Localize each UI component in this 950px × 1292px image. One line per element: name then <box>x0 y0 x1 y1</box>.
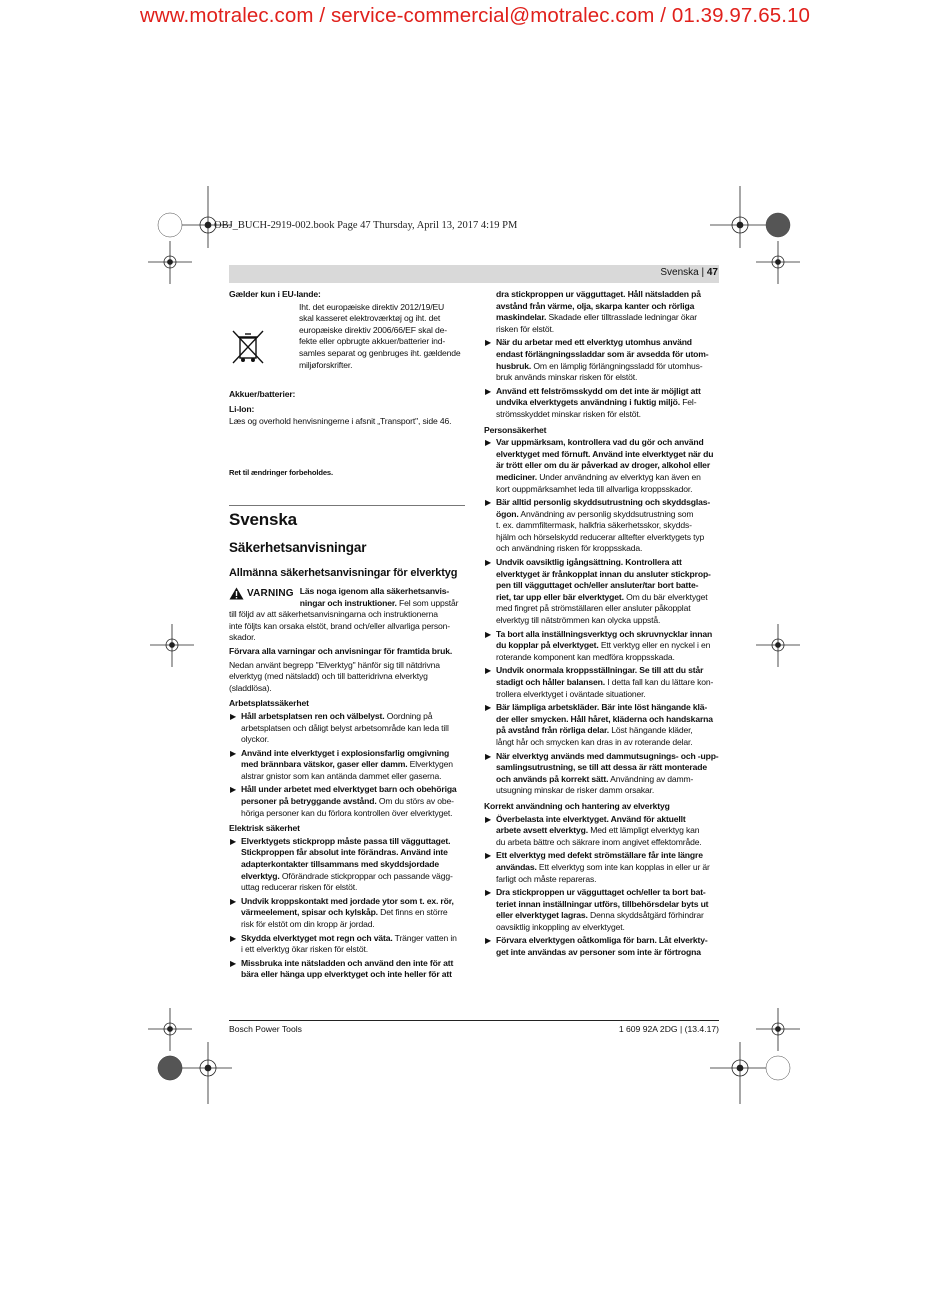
bold-line: der eller smycken. Håll håret, kläderna och handskarna <box>496 713 713 724</box>
bold-line: värmeelement, spisar och kylskåp. <box>241 907 378 918</box>
bold-line: get inte användas av personer som inte är förtrogna <box>496 947 701 958</box>
eu-text <box>299 302 469 372</box>
bold-line: användas. <box>496 861 537 872</box>
electrical-list <box>229 836 465 981</box>
bullet-arrow-icon: ▶ <box>485 338 492 348</box>
bullet-arrow-icon: ▶ <box>485 629 492 639</box>
bullet-item <box>484 935 720 958</box>
bold-line: elverktyg. <box>241 870 280 881</box>
text-line: med fingret på strömställaren eller ansluter påkopplat <box>496 603 691 614</box>
mixed-line <box>496 774 720 786</box>
bold-line: elverktyget med förnuft. Använd inte elverktyget när du <box>496 448 714 459</box>
workplace-list <box>229 711 465 819</box>
mixed-line <box>496 947 720 959</box>
text-line: Användning av personlig skyddsutrustning som <box>518 508 694 519</box>
bullet-item <box>484 497 720 555</box>
bullet-arrow-icon: ▶ <box>485 438 492 448</box>
bold-line: Skydda elverktyget mot regn och väta. <box>241 932 393 943</box>
text-line: kort ouppmärksamhet leda till allvarliga kroppsskador. <box>496 483 693 494</box>
warning-line: inte följts kan orsaka elstöt, brand och/eller allvarliga person- <box>229 620 450 631</box>
header-bar <box>229 265 719 283</box>
text-line: trollera elverktyget i oväntade situationer. <box>496 688 646 699</box>
bold-line: du kopplar på elverktyget. <box>496 640 599 651</box>
divider <box>229 505 465 506</box>
bold-line: Elverktygets stickpropp måste passa till vägguttaget. <box>241 835 451 846</box>
mixed-line <box>496 910 720 922</box>
bullet-arrow-icon: ▶ <box>230 958 237 968</box>
continued-item <box>484 289 720 335</box>
bold-line: endast förlängningssladdar som är avsedda för utom- <box>496 348 709 359</box>
term-line: (sladdlösa). <box>229 682 272 693</box>
footer-brand: Bosch Power Tools <box>229 1024 302 1034</box>
bold-line: avstånd från värme, olja, skarpa kanter och rörliga <box>496 300 695 311</box>
bold-line: eller elverktyget lagras. <box>496 910 588 921</box>
text-line: Oförändrade stickproppar och passande vägg- <box>279 870 453 881</box>
eu-line: europæiske direktiv 2006/66/EF skal de- <box>299 324 447 335</box>
text-line: Ett verktyg eller en nyckel i en <box>598 640 711 651</box>
bullet-arrow-icon: ▶ <box>485 498 492 508</box>
left-column <box>229 289 465 983</box>
text-line: risken för elstöt. <box>496 323 554 334</box>
bullet-arrow-icon: ▶ <box>230 748 237 758</box>
electrical-heading: Elektrisk säkerhet <box>229 823 300 834</box>
bold-line: Överbelasta inte elverktyget. Använd för aktuellt <box>496 813 686 824</box>
bold-line: undvika elverktygets användning i fuktig miljö. <box>496 397 680 408</box>
text-line: långt hår och smycken kan dras in av roterande delar. <box>496 736 693 747</box>
bullet-item <box>229 958 465 981</box>
bold-line: Undvik onormala kroppsställningar. Se till att du står <box>496 665 704 676</box>
text-line: Skadade eller tilltrasslade ledningar ökar <box>546 312 697 323</box>
text-line: Om du störs av obe- <box>376 796 454 807</box>
text-line: oavsiktlig inkoppling av elverktyget. <box>496 921 625 932</box>
bullet-arrow-icon: ▶ <box>485 851 492 861</box>
text-line: strömsskyddet minskar risken för elstöt. <box>496 408 641 419</box>
bold-line: är trött eller om du är påverkad av droger, alkohol eller <box>496 460 711 471</box>
bullet-item <box>229 933 465 956</box>
text-line: uttag reducerar risken för elstöt. <box>241 882 358 893</box>
bold-line: När elverktyg används med dammutsugnings- och -upp- <box>496 750 719 761</box>
text-line: I detta fall kan du lättare kon- <box>604 677 714 687</box>
section-title: Svenska <box>229 509 297 529</box>
bold-line: och används på korrekt sätt. <box>496 773 609 784</box>
mixed-line <box>241 871 465 883</box>
eu-line: skal kasseret elektroværktøj og iht. det <box>299 313 441 324</box>
bold-line: ögon. <box>496 508 519 519</box>
book-info-line: OBJ_BUCH-2919-002.book Page 47 Thursday, April 13, 2017 4:19 PM <box>214 220 518 231</box>
bold-line: på avstånd från rörliga delar. <box>496 725 609 736</box>
page-number: 47 <box>706 267 718 278</box>
text-line: risk för elstöt om din kropp är jordad. <box>241 919 375 929</box>
mixed-line <box>496 472 720 484</box>
warning-text: Fel som uppstår <box>396 597 459 608</box>
contact-banner[interactable]: www.motralec.com / service-commercial@motralec.com / 01.39.97.65.10 <box>139 4 811 27</box>
bullet-item <box>484 337 720 383</box>
liion-title: Li-Ion: <box>229 404 255 415</box>
rights-notice: Ret til ændringer forbeholdes. <box>229 468 333 478</box>
safety-heading: Säkerhetsanvisningar <box>229 539 367 555</box>
bold-line: teriet innan inställningar utförs, tillbehörsdelar byts ut <box>496 898 709 909</box>
header-language: Svenska <box>660 267 699 278</box>
bold-line: personer på betryggande avstånd. <box>241 796 377 807</box>
text-line: roterande komponent kan medföra kroppsskada. <box>496 651 675 662</box>
term-line: Nedan använt begrepp "Elverktyg" hänför sig till nätdrivna <box>229 659 440 670</box>
mixed-line <box>241 711 465 723</box>
warning-label-box <box>229 587 294 600</box>
text-line: Fel- <box>679 397 697 408</box>
text-line: Oordning på <box>384 710 433 721</box>
bold-line: Håll arbetsplatsen ren och välbelyst. <box>241 710 385 721</box>
warning-block <box>229 586 465 644</box>
bullet-item <box>484 629 720 664</box>
bullet-arrow-icon: ▶ <box>230 896 237 906</box>
personal-safety-list <box>484 437 720 797</box>
bullet-item <box>484 751 720 797</box>
bold-line: pen till vägguttaget och/eller ansluter/tar bort batte- <box>496 580 699 591</box>
bold-line: Ett elverktyg med defekt strömställare får inte längre <box>496 850 703 861</box>
bold-line: Undvik kroppskontakt med jordade ytor som t. ex. rör, <box>241 895 454 906</box>
bullet-item <box>484 702 720 748</box>
bullet-item <box>229 836 465 894</box>
footer-rule <box>229 1020 719 1021</box>
bullet-item <box>484 437 720 495</box>
bold-line: När du arbetar med ett elverktyg utomhus använd <box>496 337 692 348</box>
text-line: bruk används minskar risken för elstöt. <box>496 372 638 383</box>
bold-line: arbete avsett elverktyg. <box>496 825 588 836</box>
bold-line: Ta bort alla inställningsverktyg och skruvnycklar innan <box>496 628 713 639</box>
text-line: alstrar gnistor som kan antända dammet eller gaserna. <box>241 770 442 781</box>
mixed-line <box>241 796 465 808</box>
text-line: Det finns en större <box>377 907 448 918</box>
page-header <box>660 267 718 278</box>
bold-line: Använd ett felströmsskydd om det inte är möjligt att <box>496 385 701 396</box>
bold-line: Förvara elverktygen oåtkomliga för barn. Låt elverkty- <box>496 935 708 946</box>
bullet-arrow-icon: ▶ <box>485 386 492 396</box>
eu-block <box>229 301 465 373</box>
text-line: höriga personer kan du förlora kontrollen över elverktyget. <box>241 807 453 818</box>
bullet-arrow-icon: ▶ <box>230 711 237 721</box>
header-separator: | <box>701 267 705 278</box>
text-line: Användning av damm- <box>608 773 694 784</box>
bold-line: elverktyget är frånkopplat innan du ansluter stickprop- <box>496 568 711 579</box>
mixed-line <box>496 640 720 652</box>
text-line: Om du bär elverktyget <box>623 591 708 602</box>
bold-line: med brännbara vätskor, gaser eller damm. <box>241 759 408 770</box>
bullet-item <box>484 557 720 627</box>
term-line: elverktyg (med nätsladd) och till batteridrivna elverktyg <box>229 671 428 682</box>
text-line: Med ett lämpligt elverktyg kan <box>587 825 700 836</box>
bullet-item <box>484 665 720 700</box>
bullet-item <box>484 887 720 933</box>
bullet-item <box>484 850 720 885</box>
bold-line: bära eller hänga upp elverktyget och inte heller för att <box>241 969 452 980</box>
text-line: i ett elverktyg ökar risken för elstöt. <box>241 944 368 955</box>
bold-line: Missbruka inte nätsladden och använd den inte för att <box>241 957 454 968</box>
mixed-line <box>241 759 465 771</box>
term-definition <box>229 660 465 695</box>
bullet-arrow-icon: ▶ <box>230 933 237 943</box>
text-line: Om en lämplig förlängningssladd för utomhus- <box>531 360 703 371</box>
bold-line: Bär alltid personlig skyddsutrustning och skyddsglas- <box>496 497 711 508</box>
correct-use-list <box>484 814 720 959</box>
bold-line: stadigt och håller balansen. <box>496 677 605 687</box>
text-line: du arbeta bättre och säkrare inom angivet effektområde. <box>496 836 702 847</box>
bold-line: samlingsutrustning, se till att dessa är rätt monterade <box>496 762 707 773</box>
mixed-line <box>496 592 720 604</box>
bullet-arrow-icon: ▶ <box>485 703 492 713</box>
bold-line: mediciner. <box>496 471 538 482</box>
bold-line: Undvik oavsiktlig igångsättning. Kontrollera att <box>496 557 682 568</box>
bullet-arrow-icon: ▶ <box>485 558 492 568</box>
electrical-list-continued <box>484 337 720 420</box>
warning-bold: ningar och instruktioner. <box>299 597 397 608</box>
mixed-line <box>496 725 720 737</box>
bullet-arrow-icon: ▶ <box>485 751 492 761</box>
bullet-arrow-icon: ▶ <box>485 936 492 946</box>
bold-line: Var uppmärksam, kontrollera vad du gör och använd <box>496 437 704 448</box>
bullet-arrow-icon: ▶ <box>485 888 492 898</box>
warning-line: skador. <box>229 632 256 643</box>
mixed-line <box>496 825 720 837</box>
liion-text: Læs og overhold henvisningerne i afsnit „Transport", side 46. <box>229 415 452 426</box>
eu-line: samles separat og genbruges iht. gældende <box>299 347 461 358</box>
text-line: olyckor. <box>241 734 269 745</box>
bullet-item <box>229 896 465 931</box>
text-line: t. ex. dammfiltermask, halkfria säkerhetsskor, skydds- <box>496 520 692 531</box>
mixed-line <box>496 509 720 521</box>
bold-line: adapterkontakter tillsammans med skyddsjordade <box>241 859 439 870</box>
bullet-arrow-icon: ▶ <box>230 785 237 795</box>
bold-line: husbruk. <box>496 360 532 371</box>
warning-triangle-icon <box>229 587 244 600</box>
bold-line: maskindelar. <box>496 312 547 323</box>
mixed-line <box>496 361 720 373</box>
mixed-line <box>496 677 720 689</box>
eu-title: Gælder kun i EU-lande: <box>229 289 321 299</box>
text-line: Tränger vatten in <box>392 932 457 943</box>
correct-use-heading: Korrekt användning och hantering av elverktyg <box>484 800 670 811</box>
mixed-line <box>241 969 465 981</box>
mixed-line <box>241 933 465 945</box>
bullet-arrow-icon: ▶ <box>485 666 492 676</box>
general-safety-heading: Allmänna säkerhetsanvisningar för elverktyg <box>229 566 458 579</box>
bold-line: Håll under arbetet med elverktyget barn och obehöriga <box>241 784 457 795</box>
mixed-line <box>241 907 465 919</box>
text-line: Ett elverktyg som inte kan kopplas in eller ur är <box>536 861 710 872</box>
bullet-arrow-icon: ▶ <box>485 814 492 824</box>
text-line: och användning risken för kroppsskada. <box>496 543 643 554</box>
right-column <box>484 289 720 961</box>
footer-docnumber: 1 609 92A 2DG | (13.4.17) <box>618 1024 719 1034</box>
eu-line: fekte eller opbrugte akkuer/batterier ind- <box>299 336 446 347</box>
bold-line: Bär lämpliga arbetskläder. Bär inte löst hängande klä- <box>496 702 708 713</box>
text-line: Löst hängande kläder, <box>609 725 693 736</box>
warning-bold: Läs noga igenom alla säkerhetsanvis- <box>299 585 450 596</box>
bold-line: riet, tar upp eller bär elverktyget. <box>496 591 624 602</box>
text-line: Elverktygen <box>407 759 453 770</box>
text-line: hjälm och hörselskydd reducerar alltefter elverktygets typ <box>496 531 705 542</box>
text-line: Under användning av elverktyg kan även en <box>537 471 701 482</box>
mixed-line <box>496 862 720 874</box>
bullet-item <box>484 814 720 849</box>
text-line: elverktyg till nätströmmen kan olycka uppstå. <box>496 615 661 626</box>
bullet-item <box>229 711 465 746</box>
keep-instructions: Förvara alla varningar och anvisningar för framtida bruk. <box>229 645 453 656</box>
bullet-item <box>229 748 465 783</box>
bullet-arrow-icon: ▶ <box>230 836 237 846</box>
akku-title: Akkuer/batterier: <box>229 388 296 399</box>
mixed-line <box>496 397 720 409</box>
bold-line: Dra stickproppen ur vägguttaget och/eller ta bort bat- <box>496 887 706 898</box>
eu-line: miljøforskrifter. <box>299 359 353 370</box>
bold-line: Stickproppen får absolut inte förändras. Använd inte <box>241 847 448 858</box>
bold-line: Använd inte elverktyget i explosionsfarlig omgivning <box>241 747 450 758</box>
text-line: farligt och måste repareras. <box>496 873 597 884</box>
warning-line: till följd av att säkerhetsanvisningarna och instruktionerna <box>229 609 438 620</box>
bullet-item <box>484 386 720 421</box>
crossed-bin-icon <box>231 329 265 369</box>
warning-label: VARNING <box>247 587 294 599</box>
workplace-heading: Arbetsplatssäkerhet <box>229 698 309 709</box>
text-line: utsugning minskar de risker damm orsakar. <box>496 785 655 796</box>
personal-safety-heading: Personsäkerhet <box>484 424 547 435</box>
text-line: arbetsplatsen och dåligt belyst arbetsområde kan leda till <box>241 722 449 733</box>
bold-line: dra stickproppen ur vägguttaget. Håll nätsladden på <box>496 289 701 299</box>
bullet-item <box>229 784 465 819</box>
eu-line: Iht. det europæiske direktiv 2012/19/EU <box>299 301 445 312</box>
text-line: Denna skyddsåtgärd förhindrar <box>587 910 704 921</box>
